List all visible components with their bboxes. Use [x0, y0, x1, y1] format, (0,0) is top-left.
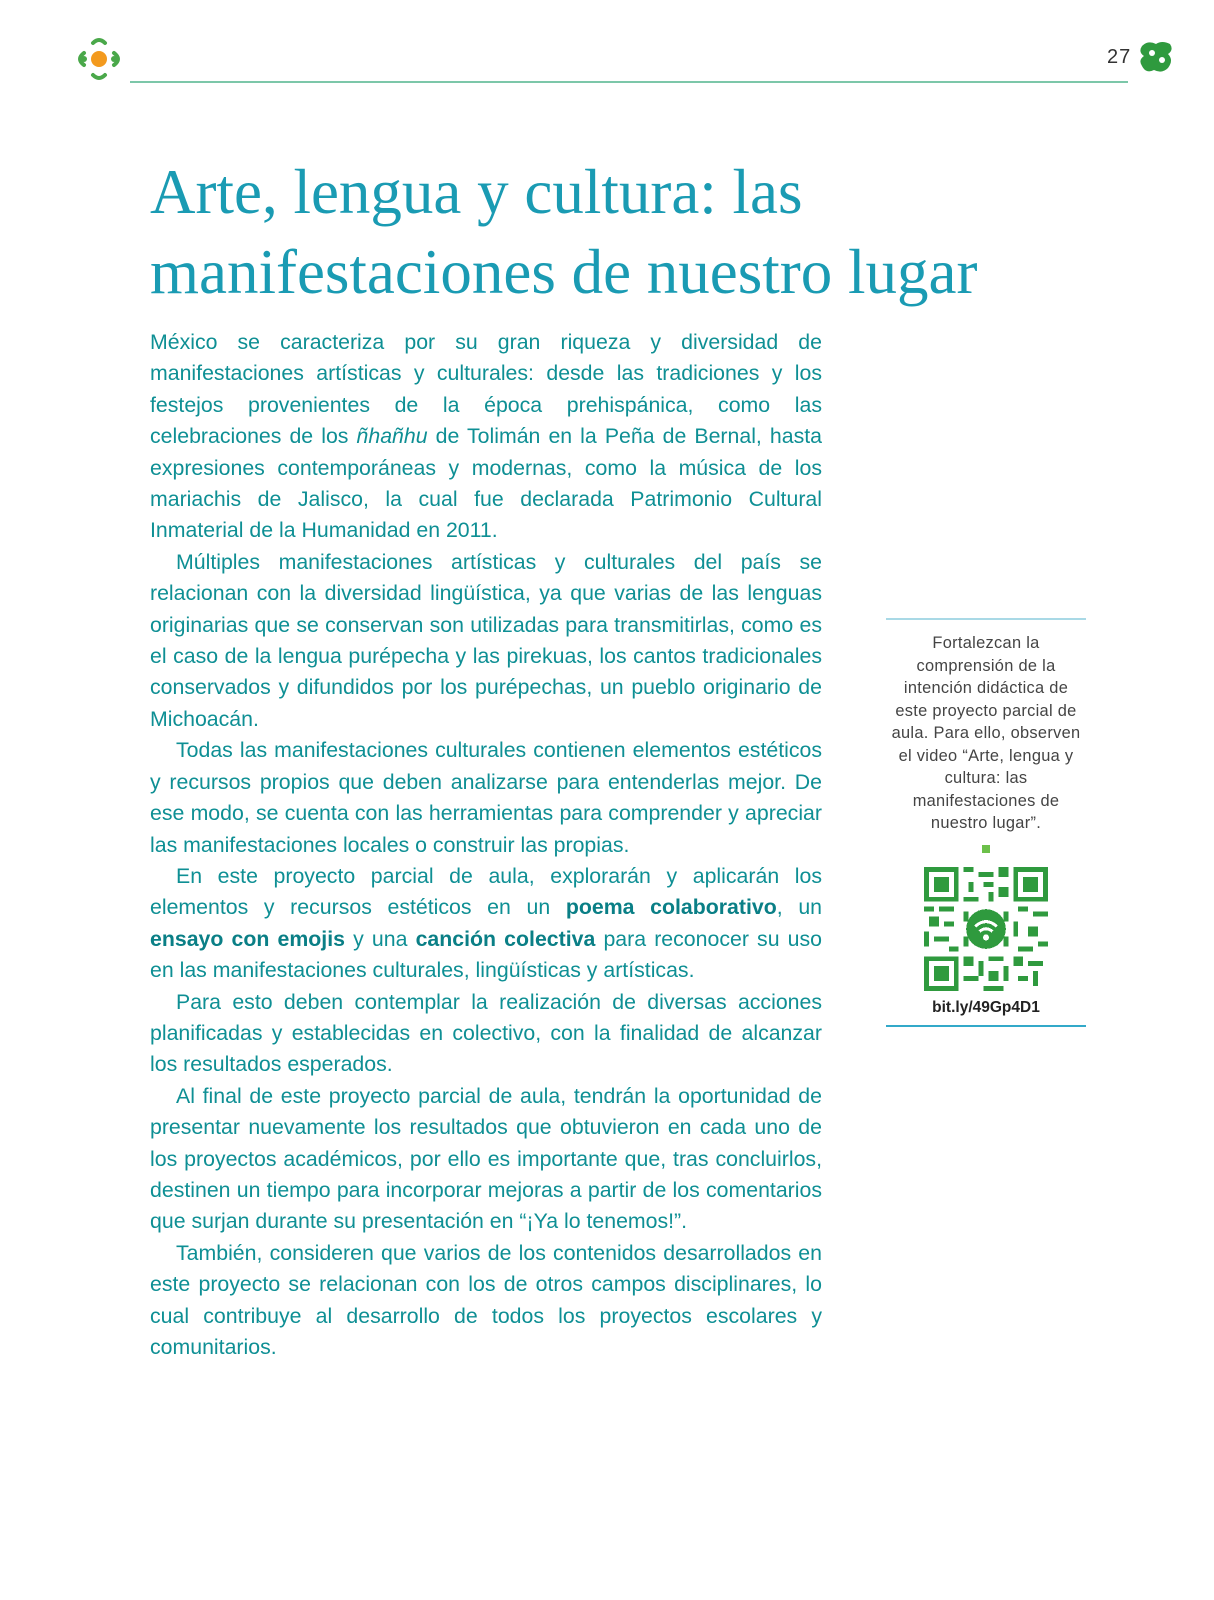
- body-text: [150, 327, 822, 1363]
- paragraph-1: México se caracteriza por su gran riqueza y diversidad de manifestaciones artísticas y culturales: desde las tradiciones y los festejos provenientes de la época prehispánica, como las celebraciones de los ñhañhu de Tolimán en la Peña de Bernal, hasta expresiones contemporáneas y modernas, como la música de los mariachis de Jalisco, la cual fue declarada Patrimonio Cultural Inmaterial de la Humanidad en 2011.: [150, 330, 822, 543]
- italic-term: ñhañhu: [356, 424, 428, 449]
- sidebar-video-note: [886, 618, 1086, 1027]
- qr-code-icon[interactable]: [924, 867, 1048, 991]
- paragraph-6: Al final de este proyecto parcial de aula, tendrán la oportunidad de presentar nuevamente los resultados que obtuvieron en cada uno de los proyectos académicos, por ello es importante que, tras concluirlos, destinen un tiempo para incorporar mejoras a partir de los comentarios que surjan durante su presentación en “¡Ya lo tenemos!”.: [150, 1083, 822, 1234]
- paragraph-5: Para esto deben contemplar la realización de diversas acciones planificadas y establecidas en colectivo, con la finalidad de alcanzar los resultados esperados.: [150, 989, 822, 1077]
- bold-term-poema: poema colaborativo: [565, 895, 777, 920]
- green-glyph-icon: [1138, 38, 1176, 76]
- bold-term-cancion: canción colectiva: [415, 926, 596, 951]
- page-title-line-1: Arte, lengua y cultura: las: [150, 157, 803, 227]
- project-logo-icon: [72, 34, 126, 84]
- sidebar-text: Fortalezcan la comprensión de la intención didáctica de este proyecto parcial de aula. Para ello, observen el video “Arte, lengua y cultura: las manifestaciones de nuestro lugar”.: [891, 634, 1081, 832]
- sidebar-dot: [982, 845, 990, 853]
- bold-term-ensayo: ensayo con emojis: [150, 926, 345, 951]
- paragraph-2: Múltiples manifestaciones artísticas y culturales del país se relacionan con la diversidad lingüística, ya que varias de las lenguas originarias que se conservan son utilizadas para transmitirlas, como es el caso de la lengua purépecha y las pirekuas, los cantos tradicionales conservados y difundidos por los purépechas, un pueblo originario de Michoacán.: [150, 549, 822, 731]
- header-rule: [130, 81, 1128, 83]
- video-link[interactable]: bit.ly/49Gp4D1: [932, 998, 1040, 1016]
- paragraph-3: Todas las manifestaciones culturales contienen elementos estéticos y recursos propios que deben analizarse para entenderlas mejor. De ese modo, se cuenta con las herramientas para comprender y apreciar las manifestaciones locales o construir las propias.: [150, 738, 822, 857]
- page-title: [150, 152, 1050, 312]
- paragraph-4: En este proyecto parcial de aula, explorarán y aplicarán los elementos y recursos estéticos en un poema colaborativo, un ensayo con emojis y una canción colectiva para reconocer su uso en las manifestaciones culturales, lingüísticas y artísticas.: [150, 863, 823, 983]
- page-number: 27: [1107, 46, 1132, 68]
- page-title-line-2: manifestaciones de nuestro lugar: [150, 237, 978, 307]
- paragraph-7: También, consideren que varios de los contenidos desarrollados en este proyecto se relacionan con los de otros campos disciplinares, lo cual contribuye al desarrollo de todos los proyectos escolares y comunitarios.: [150, 1240, 822, 1359]
